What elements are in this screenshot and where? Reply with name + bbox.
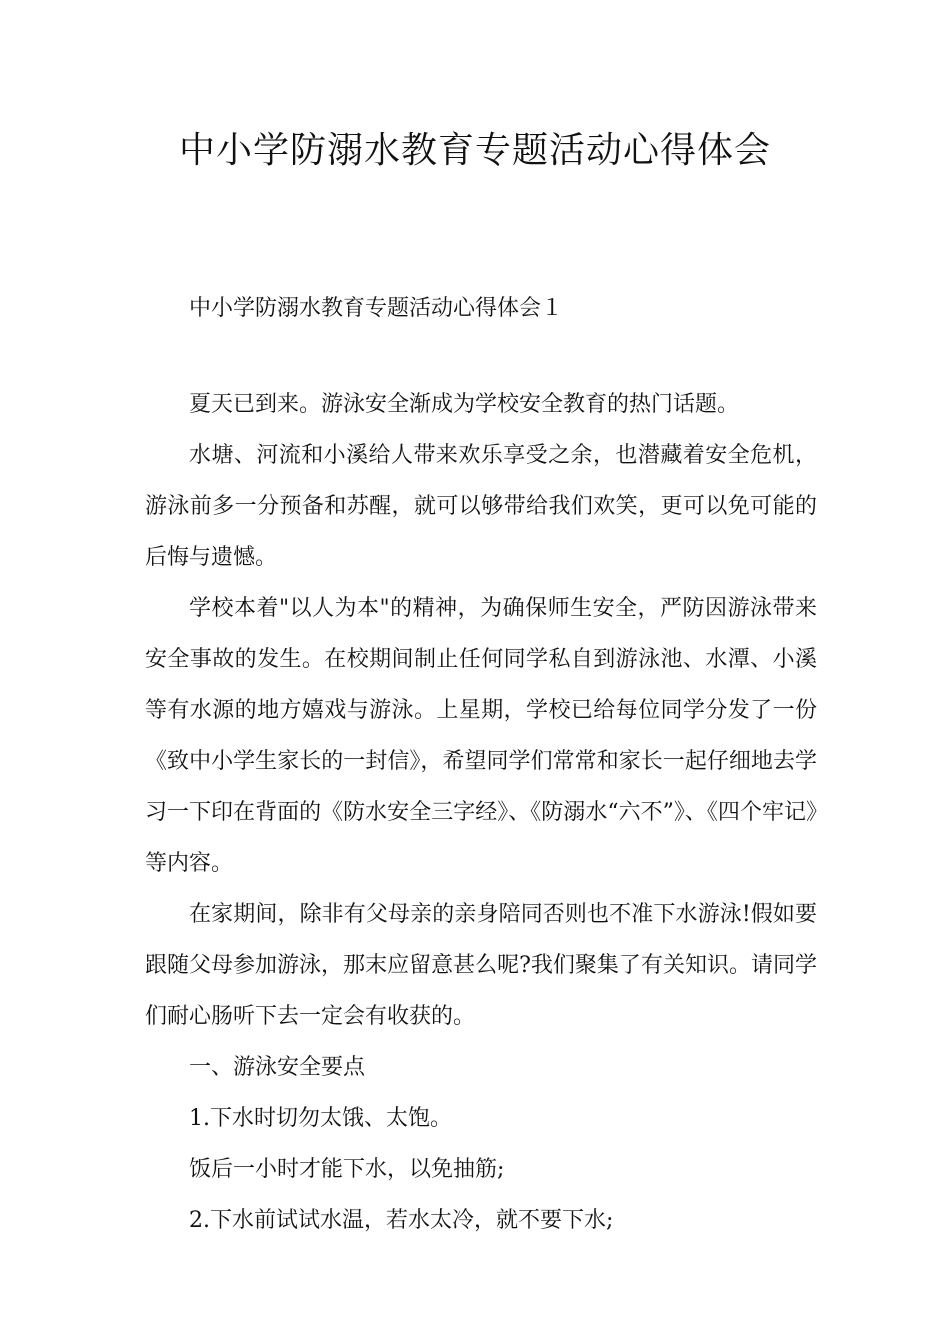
document-body (145, 379, 817, 1246)
paragraph-3: 学校本着"以人为本"的精神，为确保师生安全，严防因游泳带来安全事故的发生。在校期间制止任何同学私自到游泳池、水潭、小溪等有水源的地方嬉戏与游泳。上星期，学校已给每位同学分发了一份《致中小学生家长的一封信》，希望同学们常常和家长一起仔细地去学习一下印在背面的《防水安全三字经》、《防溺水“六不”》、《四个牢记》等内容。 (145, 596, 817, 876)
paragraph-2: 水塘、河流和小溪给人带来欢乐享受之余，也潜藏着安全危机，游泳前多一分预备和苏醒，就可以够带给我们欢笑，更可以免可能的后悔与遗憾。 (145, 443, 817, 570)
document-title: 中小学防溺水教育专题活动心得体会 (178, 130, 771, 171)
subtitle-text: 中小学防溺水教育专题活动心得体会１ (189, 296, 564, 321)
section-subtitle (145, 283, 817, 334)
section-heading: 一、游泳安全要点 (189, 1055, 366, 1080)
list-item-1: 1.下水时切勿太饿、太饱。 (189, 1106, 452, 1131)
list-item-1-detail: 饭后一小时才能下水，以免抽筋; (189, 1157, 505, 1182)
paragraph-4: 在家期间，除非有父母亲的亲身陪同否则也不准下水游泳!假如要跟随父母参加游泳，那末应留意甚么呢?我们聚集了有关知识。请同学们耐心肠听下去一定会有收获的。 (145, 902, 817, 1029)
list-item-2: 2.下水前试试水温，若水太冷，就不要下水; (189, 1208, 614, 1233)
paragraph-1: 夏天已到来。游泳安全渐成为学校安全教育的热门话题。 (189, 392, 740, 417)
